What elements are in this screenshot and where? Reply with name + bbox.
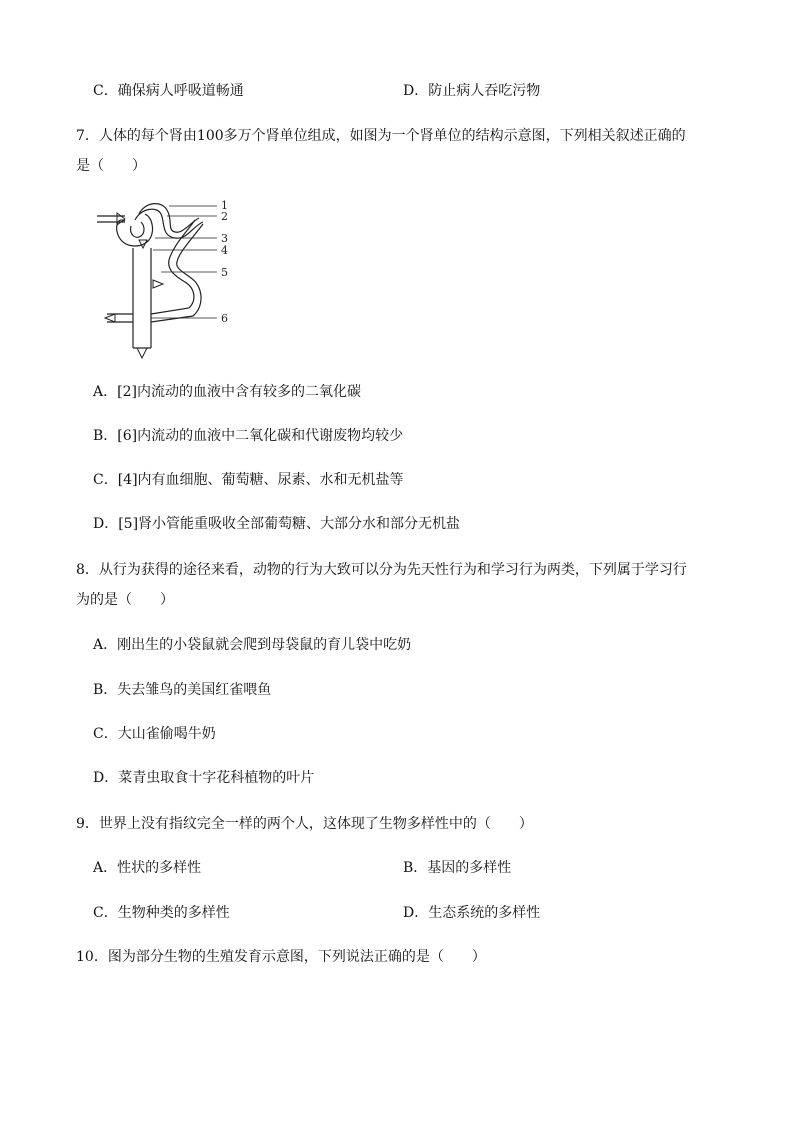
q9-option-b: B．基因的多样性 <box>403 860 512 876</box>
diagram-label-6: 6 <box>221 312 228 325</box>
diagram-label-1: 1 <box>221 199 228 212</box>
q8-stem-line1: 8．从行为获得的途径来看，动物的行为大致可以分为先天性行为和学习行为两类，下列属于学习行 <box>76 562 687 578</box>
q10-stem: 10．图为部分生物的生殖发育示意图，下列说法正确的是（ ） <box>76 949 486 965</box>
diagram-label-4: 4 <box>221 244 228 257</box>
nephron-vessel-loop <box>139 204 199 233</box>
diagram-label-5: 5 <box>221 266 228 279</box>
q8-option-d: D．菜青虫取食十字花科植物的叶片 <box>93 770 315 786</box>
q8-option-b: B．失去雏鸟的美国红雀喂鱼 <box>93 682 272 698</box>
q9-stem: 9．世界上没有指纹完全一样的两个人，这体现了生物多样性中的（ ） <box>76 816 533 832</box>
q7-option-c: C．[4]内有血细胞、葡萄糖、尿素、水和无机盐等 <box>93 472 404 488</box>
q8-option-a: A．刚出生的小袋鼠就会爬到母袋鼠的育儿袋中吃奶 <box>93 637 412 653</box>
q9-option-a: A．性状的多样性 <box>93 860 202 876</box>
q8-option-c: C．大山雀偷喝牛奶 <box>93 726 216 742</box>
q9-option-d: D．生态系统的多样性 <box>403 905 541 921</box>
diagram-label-3: 3 <box>221 232 228 245</box>
q7-option-d: D．[5]肾小管能重吸收全部葡萄糖、大部分水和部分无机盐 <box>93 516 461 532</box>
q7-stem-line2: 是（ ） <box>76 158 146 174</box>
nephron-capsule <box>117 214 153 246</box>
q7-option-a: A．[2]内流动的血液中含有较多的二氧化碳 <box>93 384 361 400</box>
diagram-label-2: 2 <box>221 210 228 223</box>
nephron-diagram <box>95 196 240 361</box>
q8-stem-line2: 为的是（ ） <box>76 592 174 608</box>
q7-stem-line1: 7．人体的每个肾由100多万个肾单位组成，如图为一个肾单位的结构示意图，下列相关叙述正确的 <box>76 128 686 144</box>
q9-option-c: C．生物种类的多样性 <box>93 905 230 921</box>
q6-option-d: D．防止病人吞吃污物 <box>403 83 541 99</box>
q7-option-b: B．[6]内流动的血液中二氧化碳和代谢废物均较少 <box>93 428 404 444</box>
q6-option-c: C．确保病人呼吸道畅通 <box>93 83 244 99</box>
